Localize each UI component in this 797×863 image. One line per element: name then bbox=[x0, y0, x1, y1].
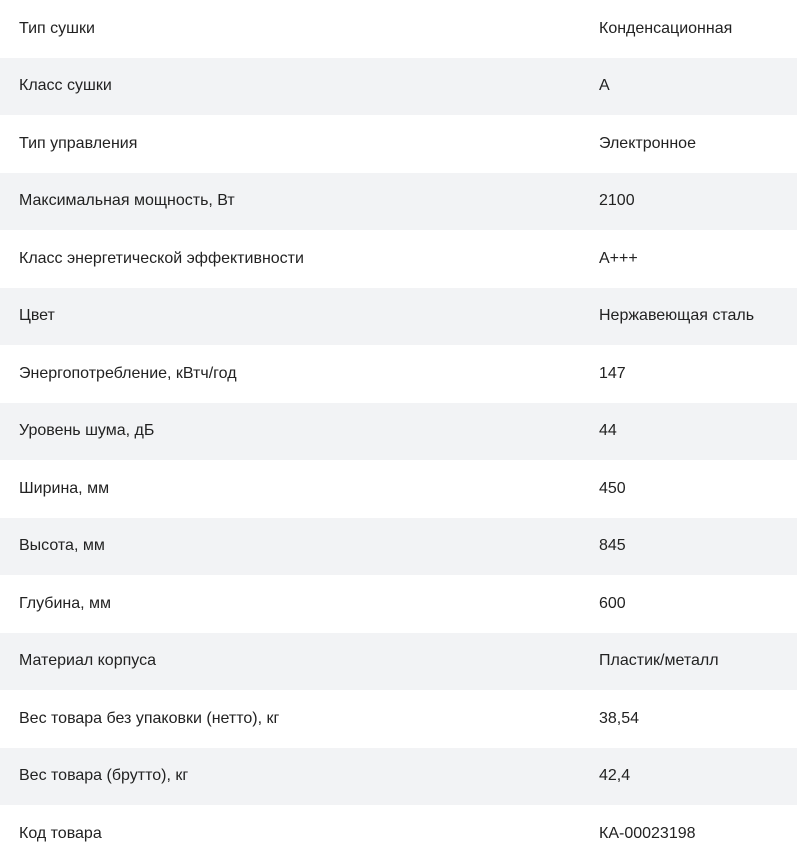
spec-row-width bbox=[0, 460, 797, 518]
spec-name: Материал корпуса bbox=[19, 652, 156, 670]
spec-value: Нержавеющая сталь bbox=[599, 307, 755, 325]
spec-name: Вес товара (брутто), кг bbox=[19, 767, 189, 785]
spec-row-color bbox=[0, 288, 797, 346]
spec-name: Максимальная мощность, Вт bbox=[19, 192, 235, 210]
spec-name: Класс энергетической эффективности bbox=[19, 249, 304, 267]
spec-row-height bbox=[0, 518, 797, 576]
spec-name: Высота, мм bbox=[19, 537, 105, 555]
spec-value: 44 bbox=[599, 422, 617, 440]
spec-value: A bbox=[599, 77, 610, 95]
spec-row-drying-class bbox=[0, 58, 797, 116]
spec-row-control-type bbox=[0, 115, 797, 173]
spec-value: 147 bbox=[599, 364, 626, 382]
spec-value: Конденсационная bbox=[599, 19, 733, 37]
spec-value: 38,54 bbox=[599, 709, 640, 727]
spec-name: Тип управления bbox=[19, 134, 138, 152]
spec-row-body-material bbox=[0, 633, 797, 691]
spec-row-energy-consumption bbox=[0, 345, 797, 403]
spec-row-product-code bbox=[0, 805, 797, 863]
spec-value: A+++ bbox=[599, 249, 638, 267]
spec-name: Энергопотребление, кВтч/год bbox=[19, 364, 237, 382]
spec-name: Уровень шума, дБ bbox=[19, 422, 155, 440]
spec-value: 450 bbox=[599, 479, 626, 497]
spec-row-max-power bbox=[0, 173, 797, 231]
spec-name: Глубина, мм bbox=[19, 594, 112, 612]
spec-value: 42,4 bbox=[599, 767, 631, 785]
spec-row-energy-class bbox=[0, 230, 797, 288]
spec-value: КА-00023198 bbox=[599, 824, 696, 842]
spec-name: Код товара bbox=[19, 824, 102, 842]
spec-name: Ширина, мм bbox=[19, 479, 110, 497]
spec-row-net-weight bbox=[0, 690, 797, 748]
spec-row-noise-level bbox=[0, 403, 797, 461]
spec-value: 600 bbox=[599, 594, 626, 612]
spec-name: Класс сушки bbox=[19, 77, 112, 95]
spec-name: Цвет bbox=[19, 307, 55, 325]
spec-value: 845 bbox=[599, 537, 626, 555]
spec-name: Вес товара без упаковки (нетто), кг bbox=[19, 709, 280, 727]
spec-value: Пластик/металл bbox=[599, 652, 719, 670]
spec-row-gross-weight bbox=[0, 748, 797, 806]
spec-row-drying-type bbox=[0, 0, 797, 58]
spec-row-depth bbox=[0, 575, 797, 633]
spec-name: Тип сушки bbox=[19, 19, 95, 37]
spec-value: Электронное bbox=[599, 134, 696, 152]
spec-value: 2100 bbox=[599, 192, 635, 210]
